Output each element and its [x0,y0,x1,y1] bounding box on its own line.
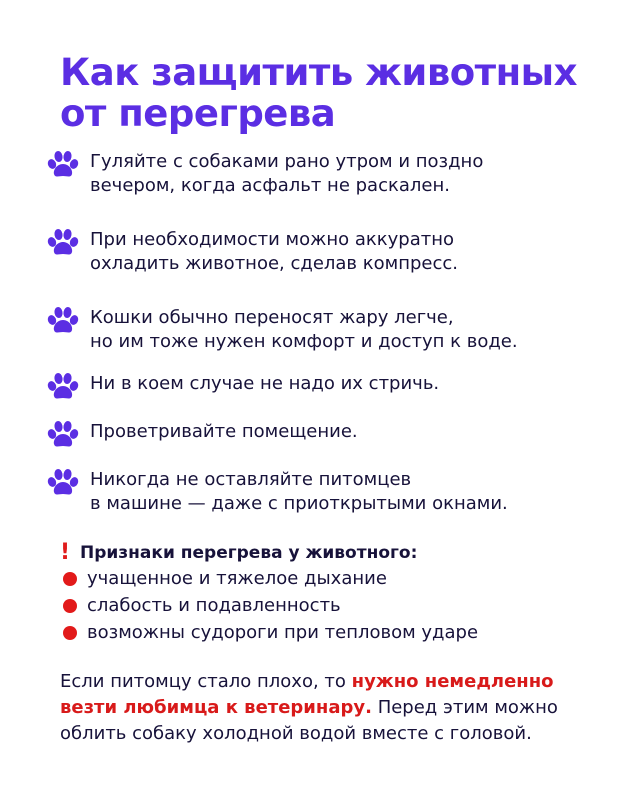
tip-text-line: вечером, когда асфальт не раскален. [90,175,450,196]
tip-item [46,468,626,516]
footer-emphasis: нужно немедленно [351,671,554,692]
footer-note [60,669,630,747]
symptom-text: возможны судороги при тепловом ударе [87,621,479,643]
footer-text: облить собаку холодной водой вместе с головой. [60,723,532,744]
signs-title: Признаки перегрева у животного: [80,543,418,563]
paw-icon [46,305,80,339]
paw-icon [46,149,80,183]
footer-text: Перед этим можно [371,697,558,718]
tip-text-line: Ни в коем случае не надо их стричь. [90,373,440,394]
tip-text-line: Проветривайте помещение. [90,421,358,442]
symptom-text: слабость и подавленность [87,594,341,616]
paw-icon [46,371,80,405]
tip-item [46,150,626,198]
title-line: Как защитить животных [60,51,578,94]
title-line: от перегрева [60,92,336,135]
red-dot-icon [63,599,77,613]
paw-icon [46,419,80,453]
symptom-item [60,565,620,592]
footer-text: Если питомцу стало плохо, то [60,671,352,692]
red-dot-icon [63,572,77,586]
tip-text-line: Гуляйте с собаками рано утром и поздно [90,151,484,172]
heatstroke-signs [60,541,620,646]
symptom-text: учащенное и тяжелое дыхание [87,567,387,589]
symptom-item [60,619,620,646]
red-dot-icon [63,626,77,640]
tip-item [46,306,626,354]
exclamation-icon: ! [60,540,71,565]
footer-emphasis: везти любимца к ветеринару. [60,697,372,718]
tip-text-line: При необходимости можно аккуратно [90,229,454,250]
symptom-item [60,592,620,619]
tip-item [46,228,626,276]
tip-item [46,372,626,405]
tip-text-line: Кошки обычно переносят жару легче, [90,307,454,328]
tip-text-line: Никогда не оставляйте питомцев [90,469,412,490]
tip-text-line: охладить животное, сделав компресс. [90,253,459,274]
paw-icon [46,227,80,261]
paw-icon [46,467,80,501]
tip-item [46,420,626,453]
page-title [60,52,620,134]
tip-text-line: но им тоже нужен комфорт и доступ к воде. [90,331,518,352]
tip-text-line: в машине — даже с приоткрытыми окнами. [90,493,508,514]
